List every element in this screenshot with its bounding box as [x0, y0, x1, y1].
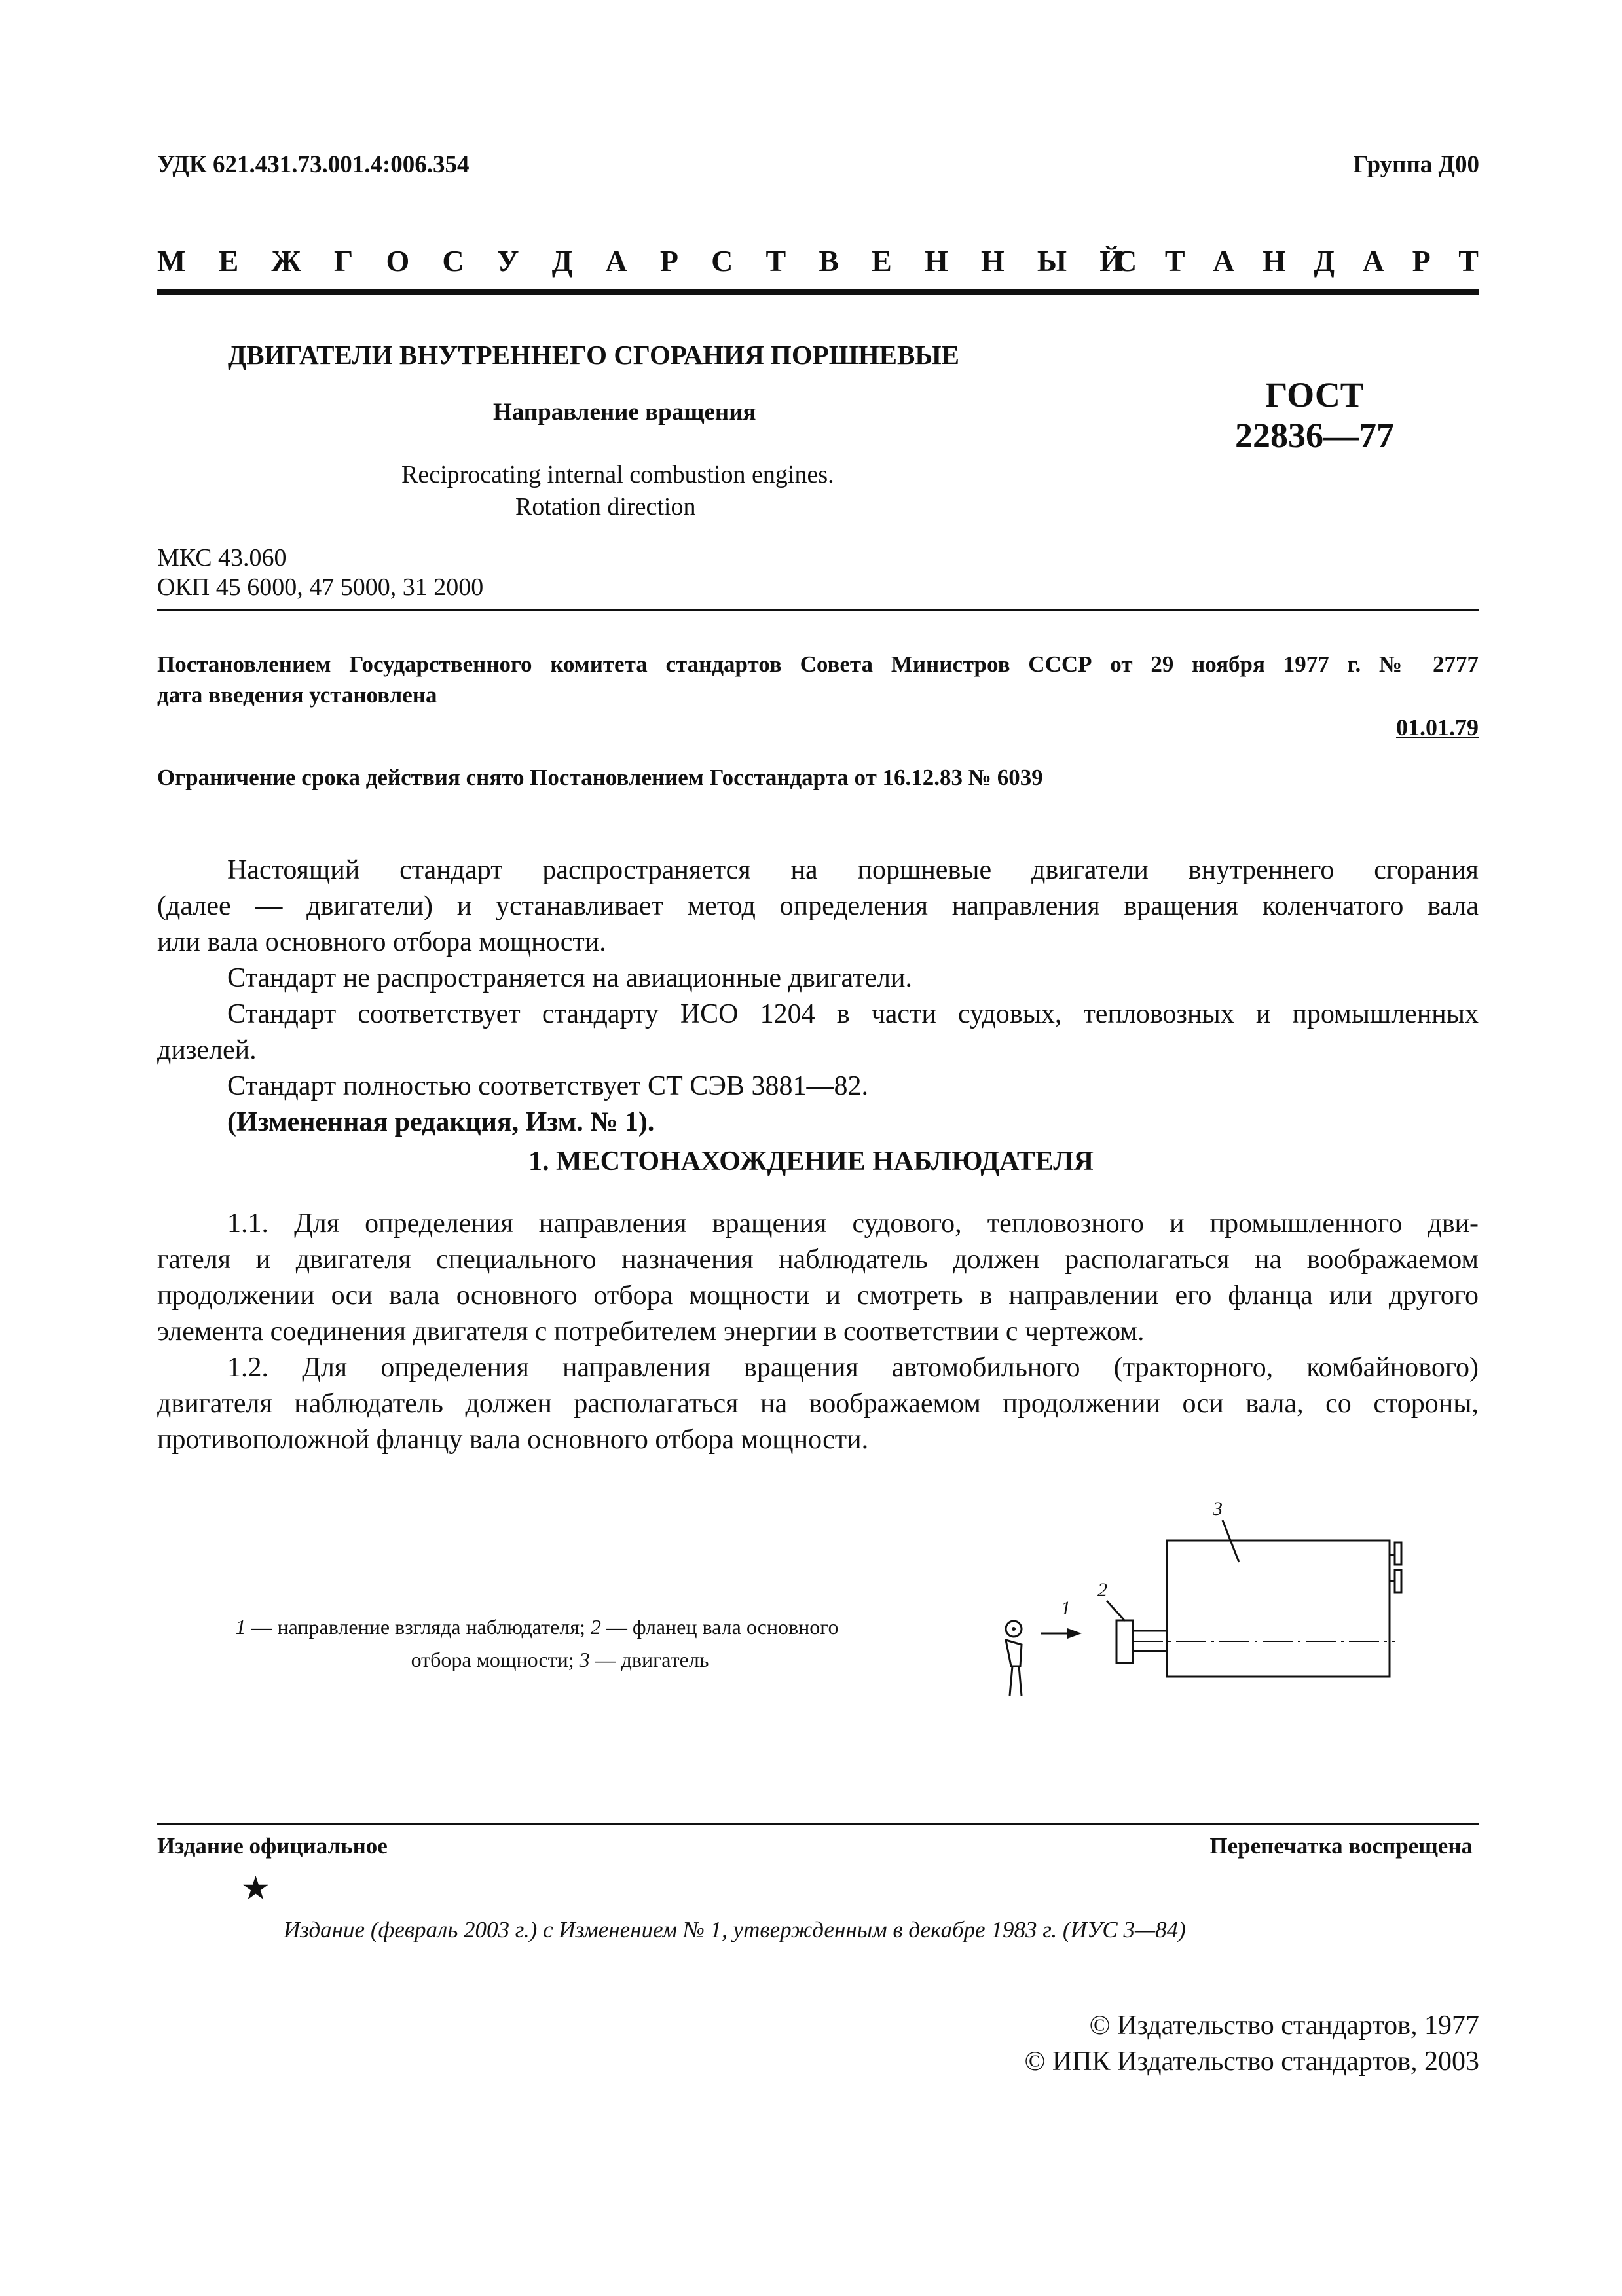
engine-block [1167, 1540, 1390, 1677]
official-edition: Издание официальное [157, 1833, 388, 1859]
group-code: Группа Д00 [1353, 151, 1479, 178]
clause-1-2-line3: противоположной фланцу вала основного отбора мощности. [157, 1425, 869, 1455]
udk-code: УДК 621.431.73.001.4:006.354 [157, 151, 470, 178]
figure-caption [177, 1611, 897, 1676]
gost-number: 22836—77 [1235, 416, 1394, 455]
standard-subtitle: Направление вращения [493, 399, 756, 426]
english-title-line2: Rotation direction [515, 493, 696, 520]
intro-p1-line2: (далее — двигатели) и устанавливает метод определения направления вращения коленчатого вала [157, 891, 1479, 921]
label-2: 2 [1097, 1579, 1107, 1601]
clause-1-1-line3: продолжении оси вала основного отбора мощности и смотреть в направлении его фланца или другого [157, 1281, 1479, 1311]
okp-code: ОКП 45 6000, 47 5000, 31 2000 [157, 574, 484, 601]
caption-number-3: 3 [579, 1648, 590, 1671]
clause-1-1-line1: 1.1. Для определения направления вращения судового, тепловозного и промышленного дви- [227, 1209, 1479, 1239]
caption-number-1: 1 [235, 1615, 246, 1639]
label-1: 1 [1061, 1597, 1071, 1619]
header-thick-rule [157, 289, 1479, 295]
star-icon: ★ [241, 1870, 270, 1906]
section-heading: 1. МЕСТОНАХОЖДЕНИЕ НАБЛЮДАТЕЛЯ [528, 1146, 1094, 1176]
copyright-1977: © Издательство стандартов, 1977 [1089, 2011, 1479, 2041]
copyright-2003: © ИПК Издательство стандартов, 2003 [1024, 2047, 1479, 2077]
clause-1-2-line1: 1.2. Для определения направления вращения автомобильного (тракторного, комбайнового) [227, 1353, 1479, 1383]
caption-text-1: — направление взгляда наблюдателя; [246, 1615, 591, 1639]
observer-body [1006, 1640, 1022, 1666]
edition-note: Издание (февраль 2003 г.) с Изменением № 1, утвержденным в декабре 1983 г. (ИУС 3—84) [284, 1917, 1186, 1942]
observer-diagram [969, 1480, 1441, 1715]
caption-text-2: — фланец вала основного [600, 1615, 839, 1639]
caption-text-4: — двигатель [589, 1648, 709, 1671]
intro-p1-line3: или вала основного отбора мощности. [157, 927, 606, 957]
intro-p3-line2: дизелей. [157, 1035, 257, 1065]
intro-text [157, 852, 1479, 1140]
intro-p2: Стандарт не распространяется на авиационные двигатели. [227, 963, 912, 993]
clause-1-2-line2: двигателя наблюдатель должен располагаться на воображаемом продолжении оси вала, со стороны, [157, 1389, 1479, 1419]
clause-1-1-line4: элемента соединения двигателя с потребителем энергии в соответствии с чертежом. [157, 1317, 1145, 1347]
amendment-note: (Измененная редакция, Изм. № 1). [227, 1107, 655, 1137]
footer-rule [157, 1823, 1479, 1825]
caption-text-3: отбора мощности; [411, 1648, 580, 1671]
intro-p3-line1: Стандарт соответствует стандарту ИСО 1204 в части судовых, тепловозных и промышленных [227, 999, 1479, 1029]
caption-number-2: 2 [590, 1615, 601, 1639]
flange [1116, 1620, 1133, 1663]
decree-line2: дата введения установлена [157, 682, 437, 708]
mks-code: МКС 43.060 [157, 544, 287, 572]
intro-p4: Стандарт полностью соответствует СТ СЭВ 3881—82. [227, 1071, 868, 1101]
interstate-heading-word1: М Е Ж Г О С У Д А Р С Т В Е Н Н Ы Й [157, 244, 1123, 278]
intro-p1-line1: Настоящий стандарт распространяется на поршневые двигатели внутреннего сгорания [227, 855, 1479, 885]
clause-1-1 [157, 1206, 1479, 1458]
decree-line1: Постановлением Государственного комитета стандартов Совета Министров СССР от 29 ноября 1977 г. № 2777 [157, 651, 1479, 677]
clause-1-1-line2: гателя и двигателя специального назначения наблюдатель должен располагаться на воображаемом [157, 1245, 1479, 1275]
limitation-note: Ограничение срока действия снято Постановлением Госстандарта от 16.12.83 № 6039 [157, 765, 1043, 790]
reprint-prohibited: Перепечатка воспрещена [1209, 1833, 1473, 1859]
standard-title: ДВИГАТЕЛИ ВНУТРЕННЕГО СГОРАНИЯ ПОРШНЕВЫЕ [228, 340, 959, 370]
interstate-heading-word2: С Т А Н Д А Р Т [1115, 244, 1479, 278]
title-block-rule [157, 609, 1479, 611]
right-fitting-top [1395, 1542, 1401, 1565]
english-title-line1: Reciprocating internal combustion engines. [401, 461, 834, 488]
label-3: 3 [1213, 1498, 1223, 1520]
gost-label: ГОСТ [1265, 375, 1364, 414]
right-fitting-bottom [1395, 1570, 1401, 1592]
introduction-date: 01.01.79 [1396, 714, 1479, 740]
